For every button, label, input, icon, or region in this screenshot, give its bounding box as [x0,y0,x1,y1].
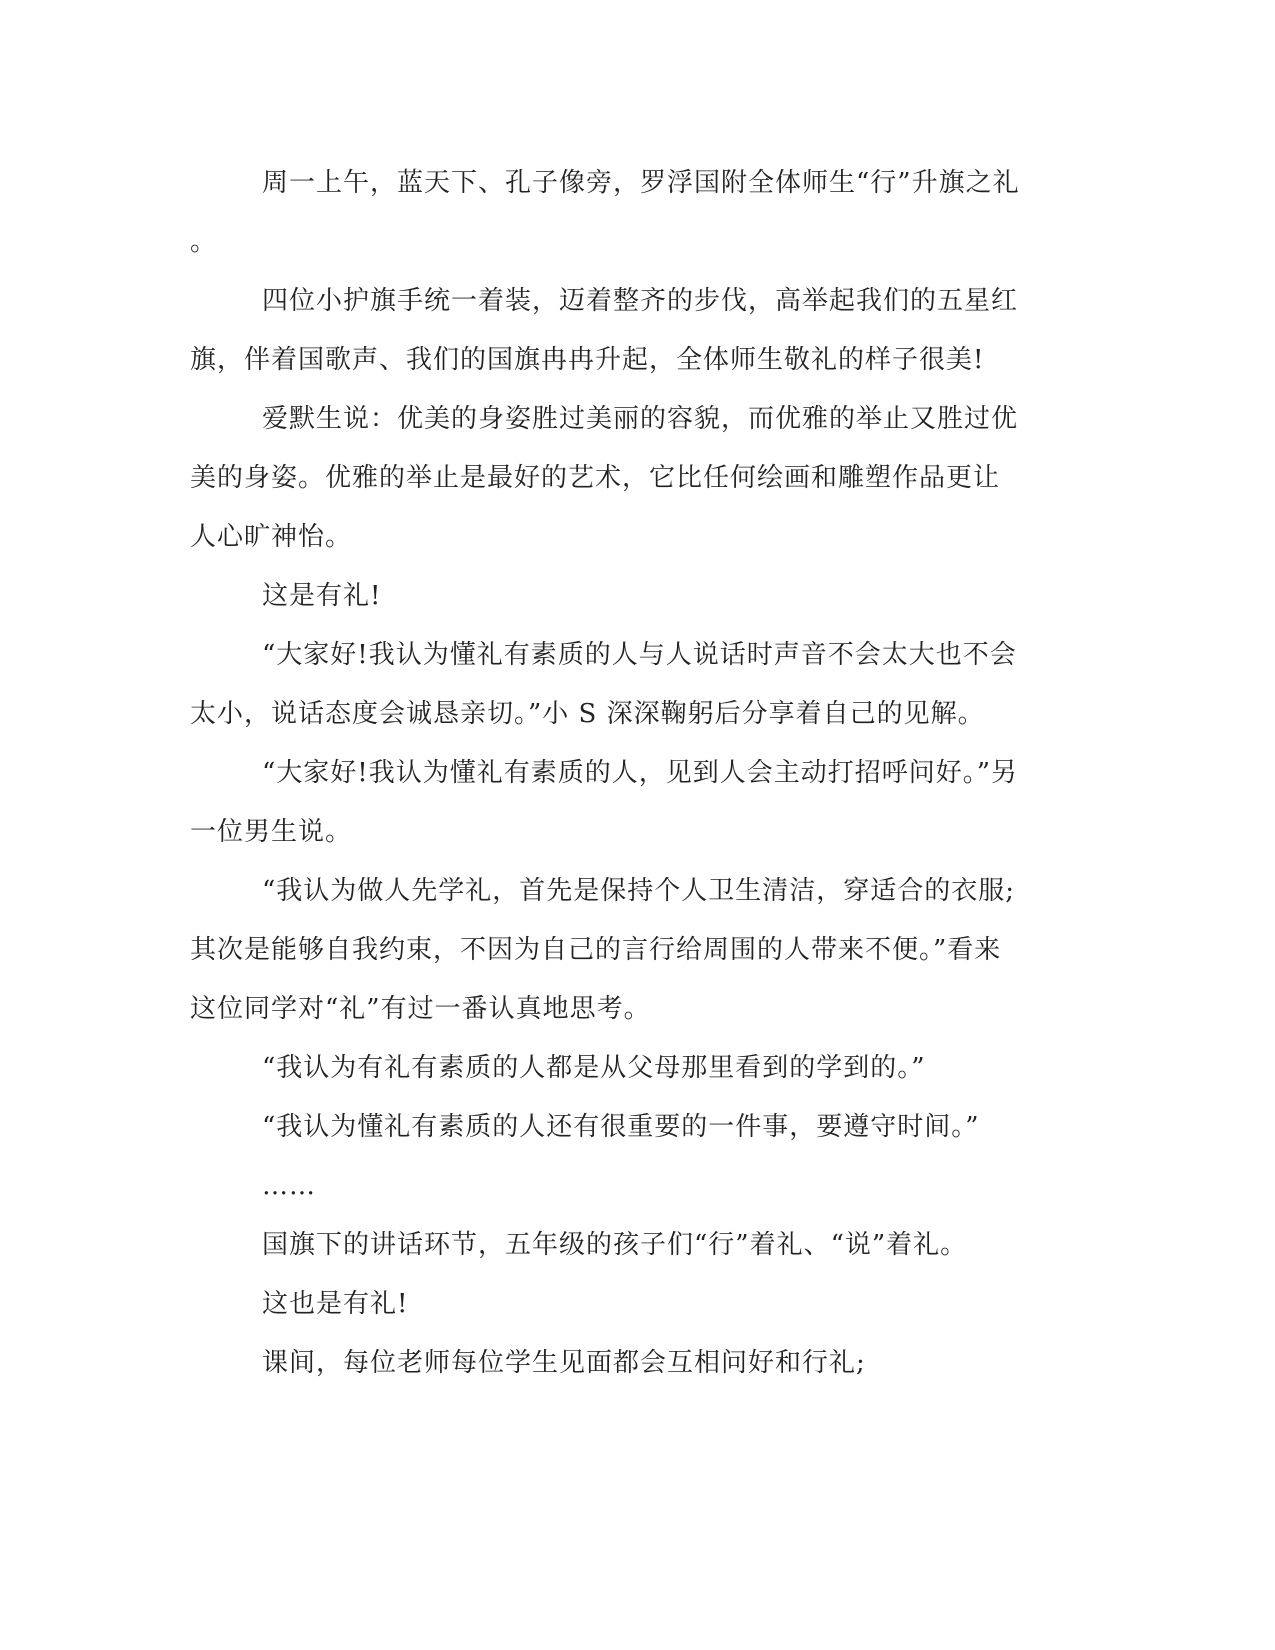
paragraph-line: “大家好!我认为懂礼有素质的人，见到人会主动打招呼问好。”另 [262,758,1019,788]
paragraph-line: 美的身姿。优雅的举止是最好的艺术，它比任何绘画和雕塑作品更让 [190,463,1001,493]
paragraph-line: …… [262,1171,316,1201]
paragraph-line: 人心旷神怡。 [190,522,353,552]
paragraph-line: 这也是有礼! [262,1289,409,1319]
paragraph-line: “大家好!我认为懂礼有素质的人与人说话时声音不会太大也不会 [262,640,1017,670]
paragraph-line: “我认为做人先学礼，首先是保持个人卫生清洁，穿适合的衣服; [262,876,1016,906]
paragraph-line: 这位同学对“礼”有过一番认真地思考。 [190,994,651,1024]
paragraph-line: 周一上午，蓝天下、孔子像旁，罗浮国附全体师生“行”升旗之礼 [262,168,1020,198]
paragraph-line: 课间，每位老师每位学生见面都会互相问好和行礼; [262,1348,866,1378]
paragraph-line: 四位小护旗手统一着装，迈着整齐的步伐，高举起我们的五星红 [262,286,1019,316]
paragraph-line: 。 [190,227,218,257]
paragraph-line: 一位男生说。 [190,817,353,847]
paragraph-line: 太小，说话态度会诚恳亲切。”小 S 深深鞠躬后分享着自己的见解。 [190,699,985,729]
paragraph-line: 旗，伴着国歌声、我们的国旗冉冉升起，全体师生敬礼的样子很美! [190,345,985,375]
paragraph-line: 爱默生说：优美的身姿胜过美丽的容貌，而优雅的举止又胜过优 [262,404,1019,434]
paragraph-line: “我认为懂礼有素质的人还有很重要的一件事，要遵守时间。” [262,1112,980,1142]
paragraph-line: 其次是能够自我约束，不因为自己的言行给周围的人带来不便。”看来 [190,935,1002,965]
paragraph-line: “我认为有礼有素质的人都是从父母那里看到的学到的。” [262,1053,926,1083]
paragraph-line: 国旗下的讲话环节，五年级的孩子们“行”着礼、“说”着礼。 [262,1230,968,1260]
paragraph-line: 这是有礼! [262,581,382,611]
